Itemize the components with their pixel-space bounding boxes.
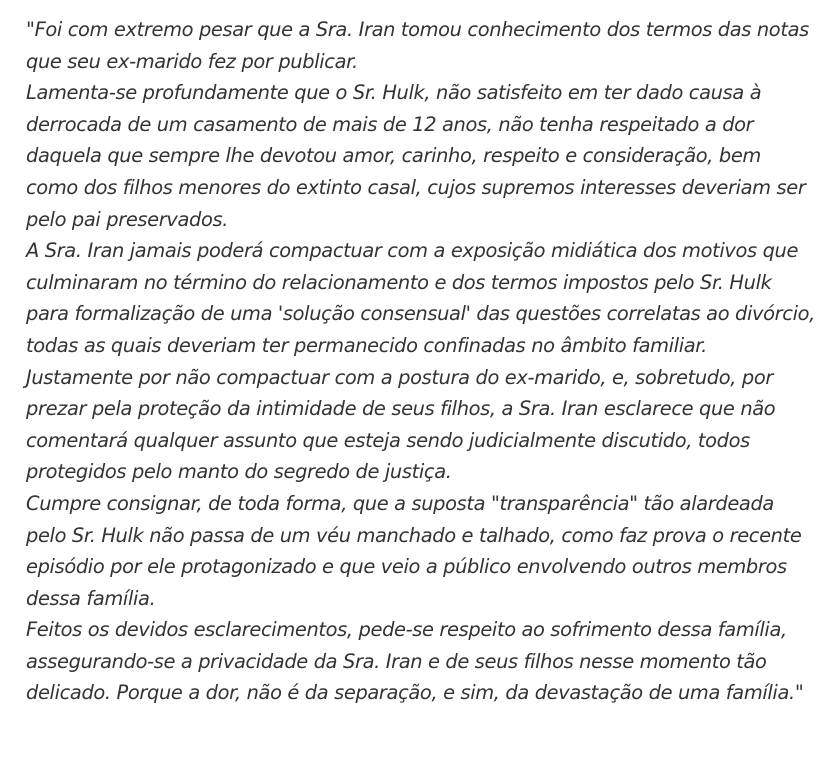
statement-paragraph-5: Cumpre consignar, de toda forma, que a suposta "transparência" tão alardeada pelo Sr. Hulk não passa de um véu manchado e talhado, como faz prova o recente episódio por ele protagonizado e que veio a público envolvendo outros membros dessa família. bbox=[26, 491, 802, 610]
quoted-statement bbox=[26, 14, 816, 709]
statement-paragraph-3: A Sra. Iran jamais poderá compactuar com a exposição midiática dos motivos que culminaram no término do relacionamento e dos termos impostos pelo Sr. Hulk para formalização de uma 'solução consensual' das questões correlatas ao divórcio, todas as quais deveriam ter permanecido confinadas no âmbito familiar. bbox=[26, 239, 815, 357]
statement-paragraph-6: Feitos os devidos esclarecimentos, pede-se respeito ao sofrimento dessa família, assegurando-se a privacidade da Sra. Iran e de seus filhos nesse momento tão delicado. Porque a dor, não é da separação, e sim, da devastação de uma família." bbox=[26, 618, 804, 705]
statement-paragraph-4: Justamente por não compactuar com a postura do ex-marido, e, sobretudo, por prezar pela proteção da intimidade de seus filhos, a Sra. Iran esclarece que não comentará qualquer assunto que esteja sendo judicialmente discutido, todos protegidos pelo manto do segredo de justiça. bbox=[26, 365, 776, 484]
statement-paragraph-2: Lamenta-se profundamente que o Sr. Hulk, não satisfeito em ter dado causa à derrocada de um casamento de mais de 12 anos, não tenha respeitado a dor daquela que sempre lhe devotou amor, carinho, respeito e consideração, bem como dos filhos menores do extinto casal, cujos supremos interesses deveriam ser pelo pai preservados. bbox=[26, 81, 806, 231]
statement-paragraph-1: "Foi com extremo pesar que a Sra. Iran tomou conhecimento dos termos das notas que seu ex-marido fez por publicar. bbox=[26, 18, 809, 73]
